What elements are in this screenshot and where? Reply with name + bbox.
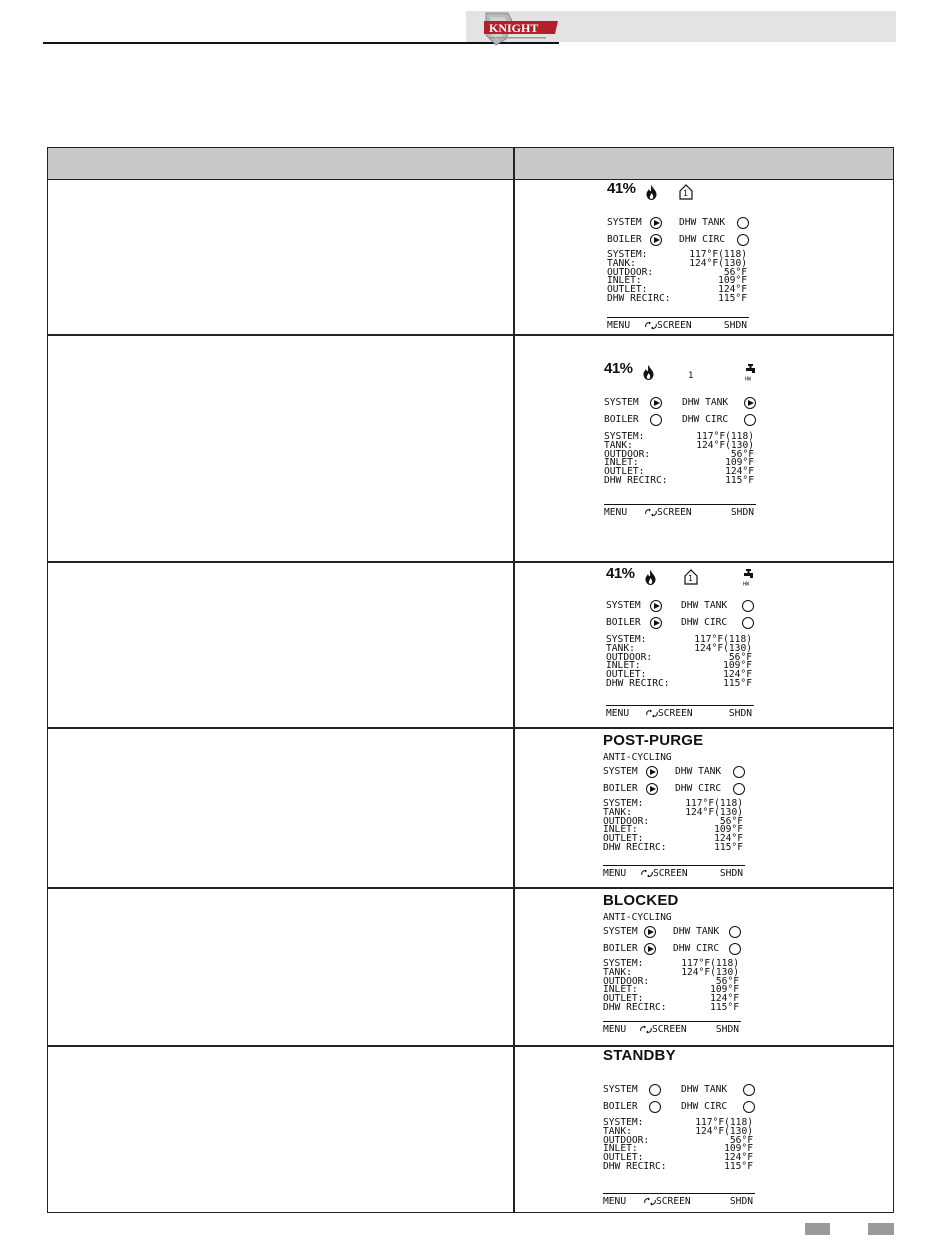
house-icon bbox=[679, 184, 693, 200]
reading-value: 124°F(130) bbox=[685, 806, 743, 818]
status-table bbox=[47, 147, 894, 1213]
lcd-screen bbox=[606, 565, 754, 723]
pump-label: BOILER bbox=[606, 617, 641, 628]
pump-label: DHW CIRC bbox=[681, 617, 728, 628]
pump-on-icon bbox=[644, 926, 656, 938]
pump-label: BOILER bbox=[604, 414, 639, 425]
pump-label: DHW CIRC bbox=[679, 234, 726, 245]
reading-label: SYSTEM: bbox=[606, 634, 647, 645]
cycle-arrows-icon bbox=[644, 1197, 656, 1208]
screen-softkey: SCREEN bbox=[658, 708, 693, 719]
reading-value: 117°F(118) bbox=[696, 431, 754, 442]
menu-softkey: MENU bbox=[606, 708, 630, 719]
lcd-screen bbox=[603, 892, 741, 1039]
reading-label: TANK: bbox=[604, 439, 633, 451]
pump-label: BOILER bbox=[607, 234, 642, 245]
svg-text:HW: HW bbox=[743, 581, 750, 586]
pump-off-icon bbox=[650, 414, 662, 426]
flame-icon bbox=[645, 570, 656, 587]
reading-value: 115°F bbox=[724, 1161, 753, 1172]
pump-label: DHW TANK bbox=[682, 397, 729, 408]
reading-value: 117°F(118) bbox=[695, 1117, 753, 1128]
flame-icon bbox=[646, 185, 657, 202]
column-divider bbox=[513, 148, 515, 1212]
reading-value: 109°F bbox=[710, 984, 739, 996]
reading-label: SYSTEM: bbox=[603, 1117, 644, 1128]
pump-off-icon bbox=[744, 414, 756, 426]
pump-off-icon bbox=[742, 600, 754, 612]
lcd-footer-rule bbox=[603, 1021, 741, 1022]
pump-off-icon bbox=[743, 1101, 755, 1113]
pump-label: DHW CIRC bbox=[675, 783, 722, 794]
reading-value: 124°F(130) bbox=[695, 1125, 753, 1137]
lcd-screen bbox=[607, 180, 749, 335]
pump-label: DHW TANK bbox=[673, 926, 720, 937]
lcd-screen bbox=[603, 1047, 755, 1211]
lcd-footer-rule bbox=[603, 865, 745, 866]
pump-on-icon bbox=[744, 397, 756, 409]
status-title: BLOCKED bbox=[603, 892, 679, 909]
reading-value: 56°F bbox=[723, 266, 747, 278]
pump-label: SYSTEM bbox=[606, 600, 641, 611]
reading-label: DHW RECIRC: bbox=[603, 1161, 667, 1172]
lcd-screen bbox=[603, 732, 745, 883]
pump-label: SYSTEM bbox=[604, 397, 639, 408]
pump-off-icon bbox=[737, 217, 749, 229]
lcd-footer-rule bbox=[604, 504, 756, 505]
menu-softkey: MENU bbox=[604, 507, 628, 518]
pump-label: SYSTEM bbox=[603, 926, 638, 937]
reading-value: 56°F bbox=[715, 975, 739, 987]
reading-value: 124°F bbox=[724, 1152, 753, 1164]
menu-softkey: MENU bbox=[603, 868, 627, 879]
pump-label: SYSTEM bbox=[603, 1084, 638, 1095]
page-tab-right bbox=[868, 1223, 894, 1235]
reading-label: SYSTEM: bbox=[603, 798, 644, 809]
reading-value: 56°F bbox=[719, 815, 743, 827]
lcd-footer-rule bbox=[606, 705, 754, 706]
firing-rate: 41% bbox=[604, 360, 633, 377]
reading-value: 115°F bbox=[718, 293, 747, 304]
hot-water-faucet-icon bbox=[745, 364, 756, 383]
reading-value: 56°F bbox=[730, 448, 754, 460]
pump-label: DHW TANK bbox=[681, 1084, 728, 1095]
pump-on-icon bbox=[646, 766, 658, 778]
row-divider bbox=[48, 727, 893, 729]
pump-off-icon bbox=[729, 926, 741, 938]
pump-on-icon bbox=[646, 783, 658, 795]
reading-label: SYSTEM: bbox=[603, 958, 644, 969]
lcd-footer-rule bbox=[607, 317, 749, 318]
pump-label: BOILER bbox=[603, 1101, 638, 1112]
cycle-arrows-icon bbox=[645, 508, 657, 519]
reading-label: INLET: bbox=[603, 824, 638, 836]
reading-label: OUTDOOR: bbox=[606, 651, 653, 663]
pump-on-icon bbox=[644, 943, 656, 955]
reading-value: 124°F bbox=[714, 833, 743, 845]
pump-off-icon bbox=[649, 1084, 661, 1096]
pump-label: DHW CIRC bbox=[673, 943, 720, 954]
pump-on-icon bbox=[650, 234, 662, 246]
reading-value: 56°F bbox=[729, 1134, 753, 1146]
zone-number: 1 bbox=[688, 574, 693, 583]
reading-value: 124°F(130) bbox=[689, 257, 747, 269]
pump-on-icon bbox=[650, 397, 662, 409]
table-header bbox=[48, 148, 893, 180]
pump-label: DHW TANK bbox=[681, 600, 728, 611]
hot-water-faucet-icon bbox=[743, 569, 754, 588]
reading-value: 56°F bbox=[728, 651, 752, 663]
pump-off-icon bbox=[729, 943, 741, 955]
reading-label: TANK: bbox=[603, 806, 632, 818]
reading-value: 117°F(118) bbox=[685, 798, 743, 809]
reading-label: INLET: bbox=[603, 1143, 638, 1155]
screen-softkey: SCREEN bbox=[653, 868, 688, 879]
flame-icon bbox=[643, 365, 654, 382]
pump-on-icon bbox=[650, 600, 662, 612]
reading-label: OUTLET: bbox=[603, 833, 644, 845]
lcd-footer-rule bbox=[603, 1193, 755, 1194]
reading-value: 124°F(130) bbox=[694, 642, 752, 654]
status-title: POST-PURGE bbox=[603, 732, 704, 749]
status-subtitle: ANTI-CYCLING bbox=[603, 752, 672, 763]
screen-softkey: SCREEN bbox=[657, 320, 692, 331]
screen-softkey: SCREEN bbox=[657, 507, 692, 518]
reading-value: 117°F(118) bbox=[681, 958, 739, 969]
shutdown-softkey: SHDN bbox=[729, 1196, 753, 1207]
pump-label: DHW TANK bbox=[675, 766, 722, 777]
pump-off-icon bbox=[733, 783, 745, 795]
pump-off-icon bbox=[733, 766, 745, 778]
zone-number: 1 bbox=[683, 189, 688, 198]
status-subtitle: ANTI-CYCLING bbox=[603, 912, 672, 923]
pump-on-icon bbox=[650, 217, 662, 229]
shutdown-softkey: SHDN bbox=[728, 708, 752, 719]
reading-value: 109°F bbox=[723, 660, 752, 672]
reading-value: 109°F bbox=[714, 824, 743, 836]
reading-label: INLET: bbox=[604, 457, 639, 469]
reading-value: 117°F(118) bbox=[694, 634, 752, 645]
reading-label: OUTDOOR: bbox=[604, 448, 651, 460]
reading-label: OUTLET: bbox=[603, 993, 644, 1005]
reading-label: INLET: bbox=[603, 984, 638, 996]
pump-label: DHW TANK bbox=[679, 217, 726, 228]
reading-value: 115°F bbox=[714, 842, 743, 853]
cycle-arrows-icon bbox=[645, 321, 657, 332]
zone-number: 1 bbox=[688, 371, 694, 381]
row-divider bbox=[48, 1045, 893, 1047]
menu-softkey: MENU bbox=[603, 1196, 627, 1207]
reading-value: 124°F bbox=[718, 284, 747, 296]
row-divider bbox=[48, 887, 893, 889]
reading-value: 124°F(130) bbox=[681, 966, 739, 978]
reading-value: 109°F bbox=[725, 457, 754, 469]
firing-rate: 41% bbox=[607, 180, 636, 197]
menu-softkey: MENU bbox=[607, 320, 631, 331]
reading-value: 109°F bbox=[718, 275, 747, 287]
page-tab-left bbox=[805, 1223, 830, 1235]
pump-label: BOILER bbox=[603, 943, 638, 954]
reading-value: 124°F bbox=[723, 669, 752, 681]
reading-value: 124°F bbox=[725, 466, 754, 478]
menu-softkey: MENU bbox=[603, 1024, 627, 1035]
reading-label: OUTLET: bbox=[606, 669, 647, 681]
cycle-arrows-icon bbox=[646, 709, 658, 720]
reading-label: INLET: bbox=[607, 275, 642, 287]
reading-value: 109°F bbox=[724, 1143, 753, 1155]
pump-label: BOILER bbox=[603, 783, 638, 794]
svg-text:HW: HW bbox=[745, 376, 752, 381]
reading-value: 115°F bbox=[710, 1002, 739, 1013]
shutdown-softkey: SHDN bbox=[723, 320, 747, 331]
pump-off-icon bbox=[649, 1101, 661, 1113]
pump-label: DHW CIRC bbox=[681, 1101, 728, 1112]
reading-label: DHW RECIRC: bbox=[604, 475, 668, 486]
reading-value: 124°F bbox=[710, 993, 739, 1005]
reading-label: OUTDOOR: bbox=[603, 1134, 650, 1146]
reading-label: TANK: bbox=[603, 1125, 632, 1137]
shutdown-softkey: SHDN bbox=[715, 1024, 739, 1035]
reading-label: INLET: bbox=[606, 660, 641, 672]
pump-off-icon bbox=[743, 1084, 755, 1096]
reading-label: DHW RECIRC: bbox=[603, 842, 667, 853]
status-title: STANDBY bbox=[603, 1047, 676, 1064]
cycle-arrows-icon bbox=[641, 869, 653, 880]
reading-value: 117°F(118) bbox=[689, 249, 747, 260]
lcd-screen bbox=[604, 360, 756, 522]
pump-label: SYSTEM bbox=[607, 217, 642, 228]
pump-on-icon bbox=[650, 617, 662, 629]
screen-softkey: SCREEN bbox=[652, 1024, 687, 1035]
reading-label: DHW RECIRC: bbox=[606, 678, 670, 689]
pump-label: DHW CIRC bbox=[682, 414, 729, 425]
reading-value: 115°F bbox=[725, 475, 754, 486]
screen-softkey: SCREEN bbox=[656, 1196, 691, 1207]
reading-label: OUTDOOR: bbox=[603, 815, 650, 827]
reading-label: OUTLET: bbox=[604, 466, 645, 478]
house-icon bbox=[684, 569, 698, 585]
reading-label: SYSTEM: bbox=[607, 249, 648, 260]
reading-value: 124°F(130) bbox=[696, 439, 754, 451]
reading-value: 115°F bbox=[723, 678, 752, 689]
pump-off-icon bbox=[737, 234, 749, 246]
reading-label: TANK: bbox=[606, 642, 635, 654]
firing-rate: 41% bbox=[606, 565, 635, 582]
row-divider bbox=[48, 334, 893, 336]
shutdown-softkey: SHDN bbox=[730, 507, 754, 518]
reading-label: OUTLET: bbox=[607, 284, 648, 296]
knight-logo bbox=[478, 9, 562, 47]
pump-label: SYSTEM bbox=[603, 766, 638, 777]
reading-label: DHW RECIRC: bbox=[607, 293, 671, 304]
svg-text:KNIGHT: KNIGHT bbox=[489, 21, 539, 35]
reading-label: TANK: bbox=[603, 966, 632, 978]
reading-label: TANK: bbox=[607, 257, 636, 269]
cycle-arrows-icon bbox=[640, 1025, 652, 1036]
reading-label: OUTLET: bbox=[603, 1152, 644, 1164]
pump-off-icon bbox=[742, 617, 754, 629]
shutdown-softkey: SHDN bbox=[719, 868, 743, 879]
reading-label: OUTDOOR: bbox=[603, 975, 650, 987]
row-divider bbox=[48, 561, 893, 563]
reading-label: OUTDOOR: bbox=[607, 266, 654, 278]
reading-label: DHW RECIRC: bbox=[603, 1002, 667, 1013]
reading-label: SYSTEM: bbox=[604, 431, 645, 442]
